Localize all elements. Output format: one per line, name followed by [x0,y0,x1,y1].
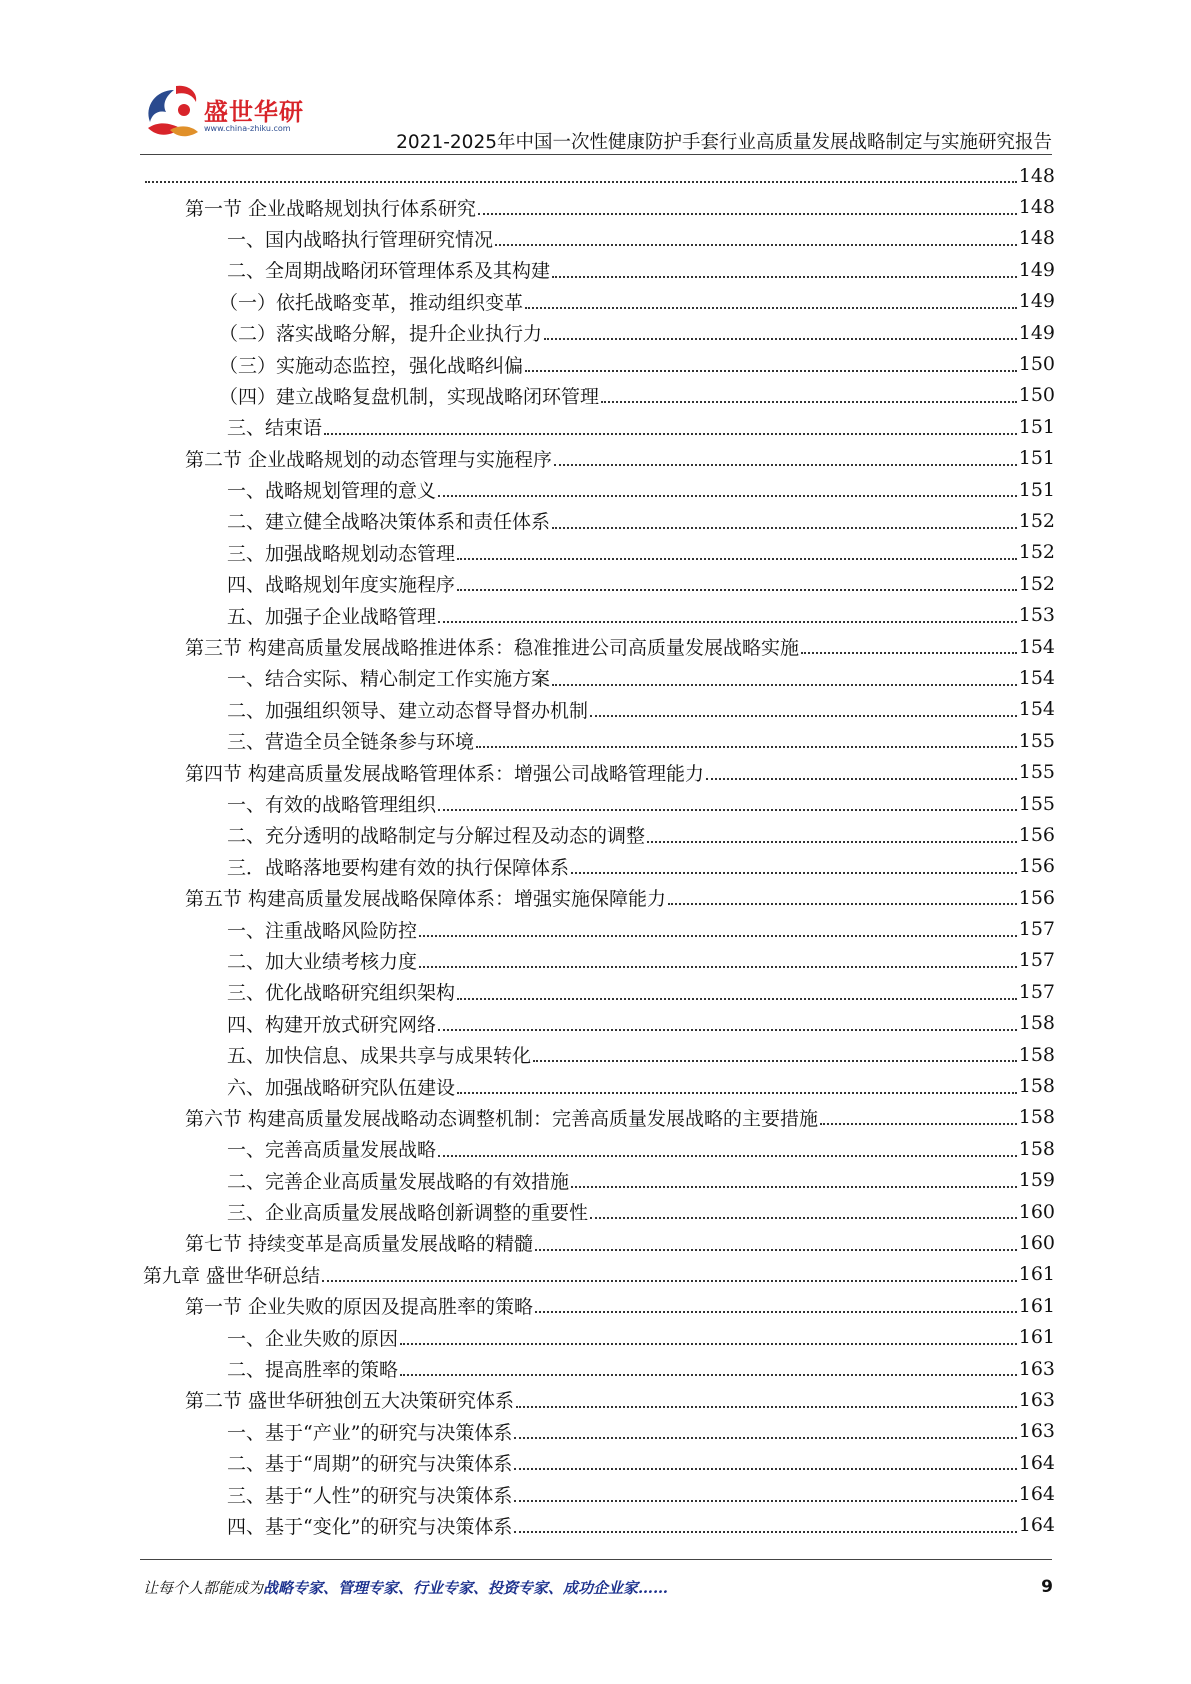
toc-entry-page: 159 [1018,1169,1055,1192]
toc-leader-dots [457,589,1017,591]
toc-entry[interactable] [143,788,1055,819]
toc-entry-page: 151 [1018,478,1055,501]
toc-entry-page: 154 [1018,698,1055,721]
toc-entry[interactable] [143,1196,1055,1227]
toc-entry[interactable] [143,505,1055,536]
toc-leader-dots [457,558,1017,560]
toc-entry[interactable] [143,1227,1055,1258]
toc-entry[interactable] [143,1510,1055,1541]
toc-entry-title: 五、加强子企业战略管理 [227,605,437,628]
toc-entry[interactable] [143,851,1055,882]
toc-entry-title: 三、基于“人性”的研究与决策体系 [227,1484,513,1507]
toc-entry-page: 160 [1018,1231,1055,1254]
footer-slogan-lead: 让每个人都能成为 [143,1579,264,1597]
toc-entry-title: 三、优化战略研究组织架构 [227,982,456,1005]
toc-entry-page: 148 [1018,196,1055,219]
toc-entry-page: 158 [1018,1012,1055,1035]
report-title: 2021-2025年中国一次性健康防护手套行业高质量发展战略制定与实施研究报告 [396,132,1052,153]
toc-entry-page: 161 [1018,1263,1055,1286]
toc-leader-dots [544,338,1017,340]
toc-leader-dots [516,1406,1017,1408]
toc-entry-title: （一）依托战略变革，推动组织变革 [219,291,524,314]
toc-entry[interactable] [143,537,1055,568]
toc-entry-page: 155 [1018,792,1055,815]
toc-leader-dots [514,1437,1016,1439]
toc-entry-page: 150 [1018,353,1055,376]
toc-entry-title: 一、基于“产业”的研究与决策体系 [227,1421,513,1444]
toc-entry-page: 157 [1018,980,1055,1003]
toc-entry[interactable] [143,474,1055,505]
toc-entry[interactable] [143,662,1055,693]
toc-entry-page: 164 [1018,1451,1055,1474]
toc-entry-title: （四）建立战略复盘机制，实现战略闭环管理 [219,385,600,408]
toc-entry-page: 155 [1018,729,1055,752]
toc-leader-dots [457,1092,1017,1094]
toc-entry-page: 155 [1018,761,1055,784]
toc-entry[interactable] [143,1133,1055,1164]
toc-entry-page: 150 [1018,384,1055,407]
toc-leader-dots [601,401,1017,403]
toc-entry-title: 第一节 企业失败的原因及提高胜率的策略 [185,1296,534,1319]
toc-leader-dots [322,1280,1017,1282]
logo-url: www.china-zhiku.com [204,124,291,133]
toc-entry-page: 164 [1018,1514,1055,1537]
toc-entry-title: （二）落实战略分解，提升企业执行力 [219,323,543,346]
toc-leader-dots [820,1123,1017,1125]
toc-leader-dots [419,935,1017,937]
toc-entry-title: 一、结合实际、精心制定工作实施方案 [227,668,551,691]
toc-leader-dots [590,715,1017,717]
toc-leader-dots [647,841,1017,843]
toc-entry-page: 163 [1018,1357,1055,1380]
toc-entry-page: 156 [1018,823,1055,846]
toc-entry-title: 二、加强组织领导、建立动态督导督办机制 [227,699,589,722]
toc-entry-page: 156 [1018,886,1055,909]
toc-entry-title: 三、企业高质量发展战略创新调整的重要性 [227,1202,589,1225]
toc-leader-dots [571,872,1017,874]
toc-entry[interactable] [143,1165,1055,1196]
toc-entry-title: 第四节 构建高质量发展战略管理体系：增强公司战略管理能力 [185,762,705,785]
toc-entry-page: 163 [1018,1388,1055,1411]
toc-leader-dots [533,1060,1017,1062]
toc-leader-dots [668,903,1017,905]
company-logo [140,80,310,146]
toc-leader-dots [514,1531,1016,1533]
toc-entry[interactable] [143,1416,1055,1447]
toc-entry-title: 第六节 构建高质量发展战略动态调整机制：完善高质量发展战略的主要措施 [185,1107,819,1130]
toc-leader-dots [590,1217,1017,1219]
page-footer [143,1577,1053,1601]
toc-entry[interactable] [143,599,1055,630]
toc-entry[interactable] [143,631,1055,662]
toc-entry-page: 152 [1018,572,1055,595]
toc-entry[interactable] [143,725,1055,756]
toc-entry-title: 二、完善企业高质量发展战略的有效措施 [227,1170,570,1193]
toc-entry-title: 第九章 盛世华研总结 [143,1264,321,1287]
table-of-contents [143,160,1055,1541]
toc-entry[interactable] [143,945,1055,976]
toc-entry-title: 第二节 企业战略规划的动态管理与实施程序 [185,448,553,471]
toc-entry-page: 151 [1018,415,1055,438]
toc-entry-title: 一、注重战略风险防控 [227,919,418,942]
toc-entry-page: 149 [1018,290,1055,313]
toc-leader-dots [438,495,1017,497]
toc-entry[interactable] [143,1259,1055,1290]
toc-entry-title: 一、战略规划管理的意义 [227,480,437,503]
toc-entry-title: 一、国内战略执行管理研究情况 [227,228,494,251]
toc-entry-title: 二、提高胜率的策略 [227,1359,399,1382]
toc-entry[interactable] [143,1008,1055,1039]
toc-entry-title: 三、营造全员全链条参与环境 [227,731,475,754]
toc-entry-title: 一、有效的战略管理组织 [227,794,437,816]
toc-leader-dots [514,1500,1016,1502]
toc-entry-title: 二、建立健全战略决策体系和责任体系 [227,511,551,534]
footer-slogan-roles: 战略专家、管理专家、行业专家、投资专家、成功企业家…… [263,1579,669,1597]
toc-entry[interactable] [143,913,1055,944]
toc-entry-page: 149 [1018,321,1055,344]
toc-entry-title: 四、构建开放式研究网络 [227,1013,437,1036]
toc-entry-page: 161 [1018,1326,1055,1349]
toc-leader-dots [514,1468,1016,1470]
toc-entry-page: 152 [1018,541,1055,564]
toc-entry-title: 第七节 持续变革是高质量发展战略的精髓 [185,1233,534,1256]
footer-divider [140,1559,1052,1560]
toc-leader-dots [801,652,1017,654]
toc-entry-title: 二、充分透明的战略制定与分解过程及动态的调整 [227,825,646,848]
toc-entry-page: 154 [1018,635,1055,658]
toc-entry-page: 154 [1018,666,1055,689]
toc-entry-page: 157 [1018,949,1055,972]
toc-entry-title: 一、企业失败的原因 [227,1327,399,1350]
toc-entry-title: 第二节 盛世华研独创五大决策研究体系 [185,1390,515,1413]
toc-entry[interactable] [143,1070,1055,1101]
toc-leader-dots [552,527,1017,529]
toc-leader-dots [438,1029,1017,1031]
toc-entry-title: 一、完善高质量发展战略 [227,1139,437,1162]
logo-emblem-icon [140,80,206,146]
header-divider [140,154,1052,155]
toc-leader-dots [400,1343,1017,1345]
toc-leader-dots [554,464,1017,466]
toc-leader-dots [535,1249,1017,1251]
toc-leader-dots [476,746,1017,748]
toc-entry-page: 163 [1018,1420,1055,1443]
toc-entry-title: 五、加快信息、成果共享与成果转化 [227,1045,532,1068]
toc-entry-page: 148 [1018,227,1055,250]
toc-entry[interactable] [143,223,1055,254]
toc-leader-dots [400,1374,1017,1376]
toc-entry-page: 158 [1018,1106,1055,1129]
logo-name: 盛世华研 [204,98,304,126]
toc-entry-page: 158 [1018,1137,1055,1160]
toc-entry-page: 158 [1018,1043,1055,1066]
toc-leader-dots [438,621,1017,623]
toc-entry-title: （三）实施动态监控，强化战略纠偏 [219,354,524,377]
toc-entry[interactable] [143,317,1055,348]
toc-entry[interactable] [143,756,1055,787]
toc-entry-title: 三、结束语 [227,417,323,440]
toc-entry[interactable] [143,254,1055,285]
toc-entry-page: 157 [1018,918,1055,941]
toc-entry-page: 156 [1018,855,1055,878]
toc-entry-title: 二、加大业绩考核力度 [227,950,418,973]
toc-leader-dots [525,370,1017,372]
toc-leader-dots [478,213,1017,215]
toc-entry[interactable] [143,976,1055,1007]
toc-entry[interactable] [143,380,1055,411]
toc-entry[interactable] [143,443,1055,474]
toc-entry[interactable] [143,882,1055,913]
toc-entry[interactable] [143,1102,1055,1133]
toc-entry-title: 第一节 企业战略规划执行体系研究 [185,197,477,220]
toc-entry-page: 149 [1018,258,1055,281]
toc-entry[interactable] [143,1290,1055,1321]
toc-entry[interactable] [143,568,1055,599]
toc-entry-title: 六、加强战略研究队伍建设 [227,1076,456,1099]
toc-entry[interactable] [143,1039,1055,1070]
toc-entry-page: 151 [1018,447,1055,470]
toc-entry[interactable] [143,286,1055,317]
toc-leader-dots [438,809,1017,811]
toc-entry-page: 153 [1018,604,1055,627]
toc-leader-dots [438,1155,1017,1157]
toc-leader-dots [706,778,1017,780]
toc-entry[interactable] [143,1321,1055,1352]
toc-entry[interactable] [143,160,1055,191]
toc-entry[interactable] [143,819,1055,850]
toc-leader-dots [535,1311,1017,1313]
toc-leader-dots [495,244,1017,246]
toc-leader-dots [145,181,1017,183]
toc-leader-dots [552,684,1017,686]
toc-entry-title: 第五节 构建高质量发展战略保障体系：增强实施保障能力 [185,888,667,911]
page-number: 9 [1041,1577,1053,1597]
toc-leader-dots [457,998,1017,1000]
toc-entry[interactable] [143,1353,1055,1384]
toc-entry[interactable] [143,411,1055,442]
toc-entry-title: 第三节 构建高质量发展战略推进体系：稳准推进公司高质量发展战略实施 [185,637,800,660]
toc-entry-title: 三．战略落地要构建有效的执行保障体系 [227,856,570,879]
toc-leader-dots [324,433,1017,435]
toc-entry[interactable] [143,348,1055,379]
toc-entry-page: 164 [1018,1483,1055,1506]
toc-entry-title: 二、基于“周期”的研究与决策体系 [227,1453,513,1476]
toc-leader-dots [419,966,1017,968]
toc-entry-page: 148 [1018,164,1055,187]
toc-entry[interactable] [143,1447,1055,1478]
toc-leader-dots [571,1186,1017,1188]
page-header [140,80,1052,160]
toc-entry-title: 四、基于“变化”的研究与决策体系 [227,1515,513,1538]
toc-entry-page: 160 [1018,1200,1055,1223]
toc-entry[interactable] [143,1384,1055,1415]
toc-leader-dots [525,307,1017,309]
toc-leader-dots [552,276,1017,278]
toc-entry[interactable] [143,694,1055,725]
toc-entry-page: 152 [1018,509,1055,532]
toc-entry-title: 二、全周期战略闭环管理体系及其构建 [227,260,551,283]
toc-entry[interactable] [143,191,1055,222]
toc-entry-page: 161 [1018,1294,1055,1317]
toc-entry-page: 158 [1018,1075,1055,1098]
toc-entry-title: 三、加强战略规划动态管理 [227,542,456,565]
toc-entry-title: 四、战略规划年度实施程序 [227,574,456,597]
toc-entry[interactable] [143,1478,1055,1509]
